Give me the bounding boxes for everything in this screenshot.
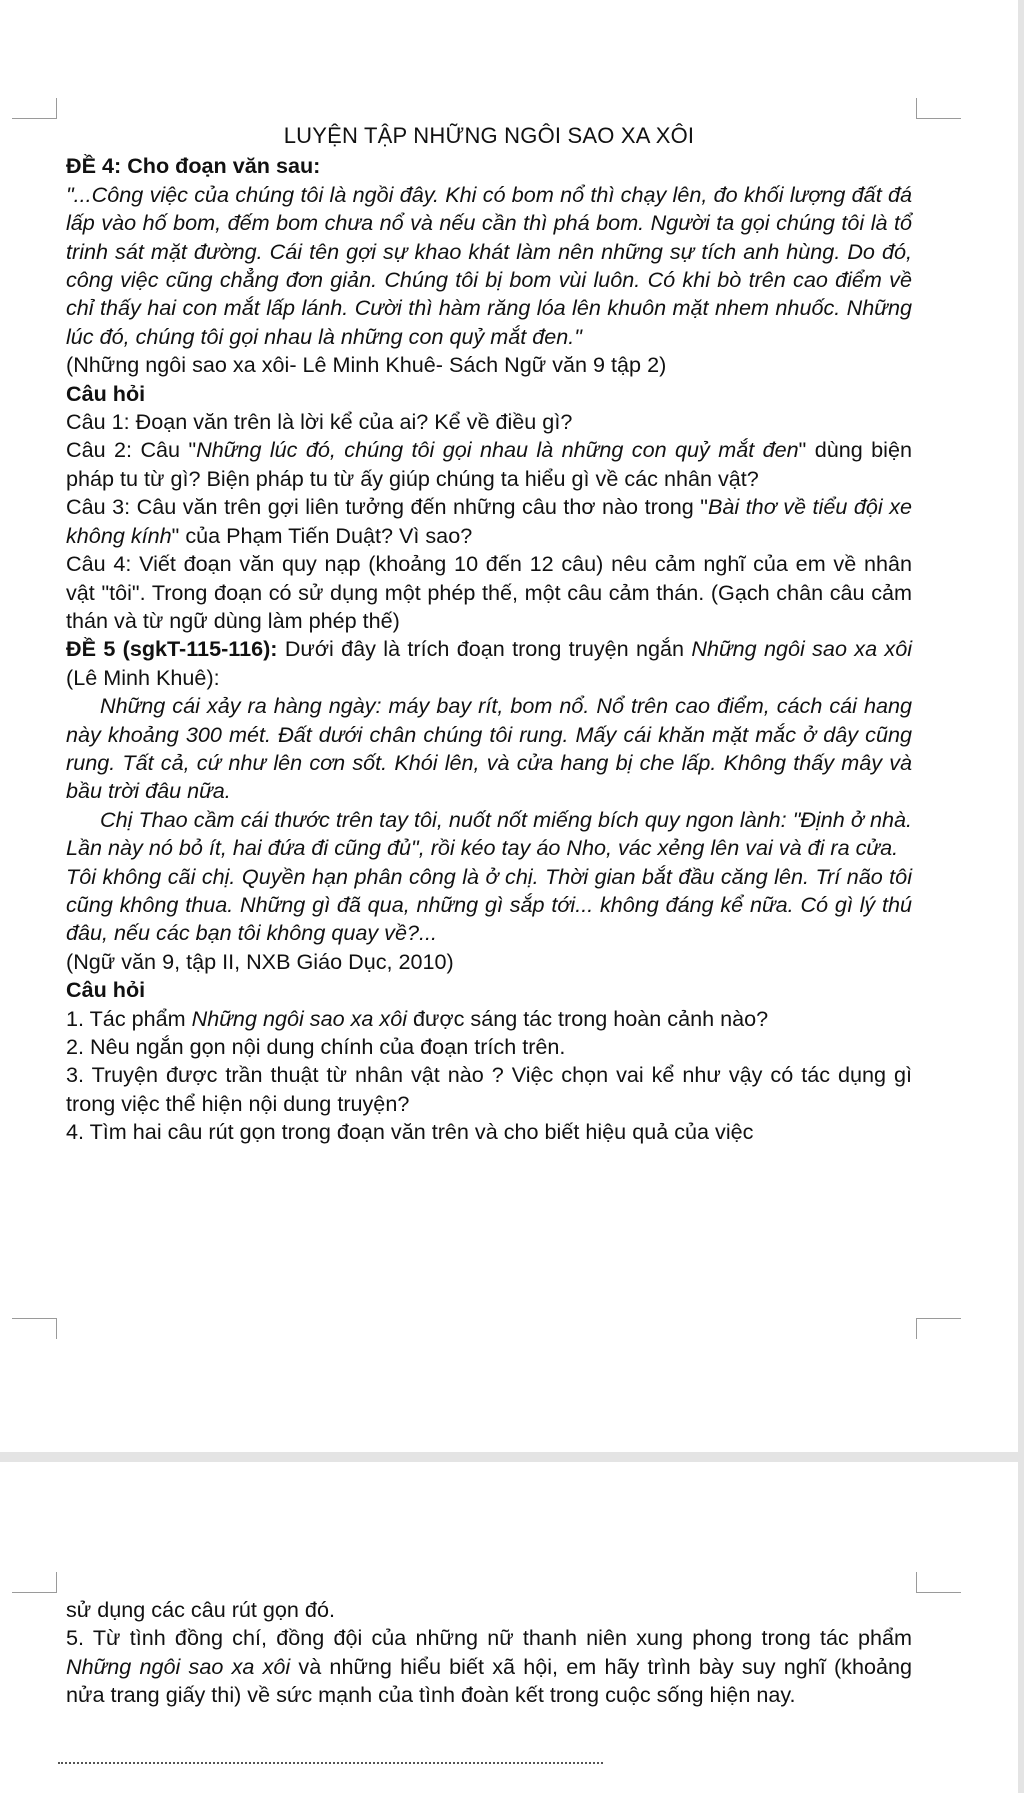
de5-questions-label: Câu hỏi [66,977,146,1003]
page-1-content [66,122,912,1147]
de4-heading: ĐỀ 4: Cho đoạn văn sau: [66,153,321,179]
de4-question-4: Câu 4: Viết đoạn văn quy nạp (khoảng 10 đến 12 câu) nêu cảm nghĩ của em về nhân vật "tôi". Trong đoạn có sử dụng một phép thế, một câu cảm thán. (Gạch chân câu cảm thán và từ ngữ dùng làm phép thế) [66,551,912,633]
de5-source: (Ngữ văn 9, tập II, NXB Giáo Dục, 2010) [66,948,454,974]
de5-question-4-start: 4. Tìm hai câu rút gọn trong đoạn văn trên và cho biết hiệu quả của việc [66,1119,754,1145]
de5-excerpt-paragraph-1: Những cái xảy ra hàng ngày: máy bay rít, bom nổ. Nổ trên cao điểm, cách cái hang này khoảng 300 mét. Đất dưới chân chúng tôi rung. Mấy cái khăn mặt mắc ở dây cũng rung. Tất cả, cứ như lên cơn sốt. Khói lên, và cửa hang bị che lấp. Không thấy mây và bầu trời đâu nữa. [66,693,912,804]
de5-question-2: 2. Nêu ngắn gọn nội dung chính của đoạn trích trên. [66,1034,566,1059]
page-2 [0,1462,1018,1793]
de4-passage: "...Công việc của chúng tôi là ngồi đây. Khi có bom nổ thì chạy lên, đo khối lượng đất đá lấp vào hố bom, đếm bom chưa nổ và nếu cần thì phá bom. Người ta gọi chúng tôi là tổ trinh sát mặt đường. Cái tên gợi sự khao khát làm nên những sự tích anh hùng. Do đó, công việc cũng chẳng đơn giản. Chúng tôi bị bom vùi luôn. Có khi bò trên cao điểm về chỉ thấy hai con mắt lấp lánh. Cười thì hàm răng lóa lên khuôn mặt nhem nhuốc. Những lúc đó, chúng tôi gọi nhau là những con quỷ mắt đen." [66,181,912,349]
de5-heading: ĐỀ 5 (sgkT-115-116): [66,636,278,662]
corner-mark-top-left [12,1572,57,1593]
de4-source: (Những ngôi sao xa xôi- Lê Minh Khuê- Sách Ngữ văn 9 tập 2) [66,352,667,378]
corner-mark-top-right [916,1572,961,1593]
de5-question-1: 1. Tác phẩm Những ngôi sao xa xôi được sáng tác trong hoàn cảnh nào? [66,1005,769,1031]
document-title: LUYỆN TẬP NHỮNG NGÔI SAO XA XÔI [283,123,695,148]
corner-mark-top-left [12,98,57,119]
de5-intro: ĐỀ 5 (sgkT-115-116): Dưới đây là trích đoạn trong truyện ngắn Những ngôi sao xa xôi (Lê Minh Khuê): [66,636,913,690]
page-2-content [66,1596,912,1710]
de5-question-4-end: sử dụng các câu rút gọn đó. [66,1597,335,1622]
corner-mark-bottom-left [12,1318,57,1339]
de5-excerpt-paragraph-2: Chị Thao cầm cái thước trên tay tôi, nuốt nốt miếng bích quy ngon lành: "Định ở nhà. Lần này nó bỏ ít, hai đứa đi cũng đủ", rồi kéo tay áo Nho, vác xẻng lên vai và đi ra cửa. [66,806,912,861]
de4-questions-label: Câu hỏi [66,380,146,406]
de5-question-3: 3. Truyện được trần thuật từ nhân vật nào ? Việc chọn vai kể như vậy có tác dụng gì trong việc thể hiện nội dung truyện? [66,1062,912,1116]
de5-excerpt-paragraph-3: Tôi không cãi chị. Quyền hạn phân công là ở chị. Thời gian bắt đầu căng lên. Trí não tôi cũng không thua. Những gì đã qua, những gì sắp tới... không đáng kể nữa. Có gì lý thú đâu, nếu các bạn tôi không quay về?... [66,863,912,946]
corner-mark-top-right [916,98,961,119]
de4-question-2: Câu 2: Câu "Những lúc đó, chúng tôi gọi nhau là những con quỷ mắt đen" dùng biện pháp tu từ gì? Biện pháp tu từ ấy giúp chúng ta hiểu gì về các nhân vật? [66,437,913,491]
de4-question-1: Câu 1: Đoạn văn trên là lời kể của ai? Kể về điều gì? [66,409,573,435]
corner-mark-bottom-right [916,1318,961,1339]
dotted-separator [58,1762,603,1764]
de4-question-3: Câu 3: Câu văn trên gợi liên tưởng đến những câu thơ nào trong "Bài thơ về tiểu đội xe không kính" của Phạm Tiến Duật? Vì sao? [66,494,913,548]
de5-question-5: 5. Từ tình đồng chí, đồng đội của những nữ thanh niên xung phong trong tác phẩm Những ngôi sao xa xôi và những hiểu biết xã hội, em hãy trình bày suy nghĩ (khoảng nửa trang giấy thi) về sức mạnh của tình đoàn kết trong cuộc sống hiện nay. [66,1625,912,1708]
